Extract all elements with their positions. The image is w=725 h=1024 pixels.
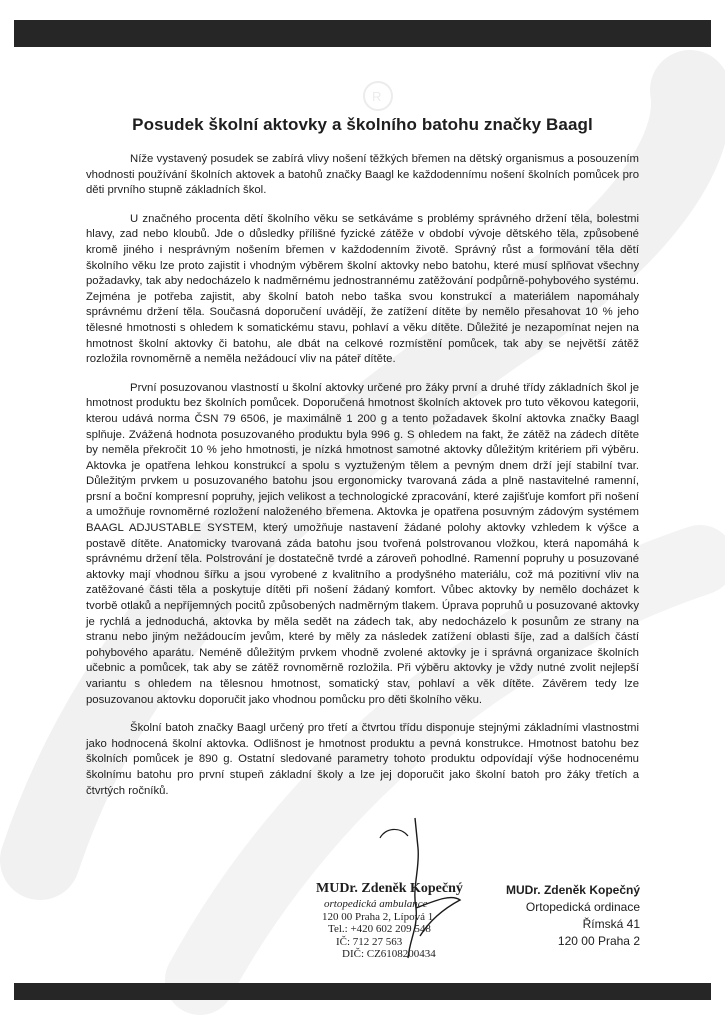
bottom-border-bar: [14, 983, 711, 1000]
paragraph-posture: U značného procenta dětí školního věku se setkáváme s problémy správného držení těla, bolestmi hlavy, zad nebo kloubů. Jde o důsledky přílišné fyzické zátěže v období vývoje dětského těla, způsobené kromě jiného i nesprávným nošením břemen v každodenním životě. Správný růst a formování těla dětí školního věku lze proto zajistit i vhodným výběrem školní aktovky nebo batohu, které musí splňovat všechny požadavky, tak aby nedocházelo k nadměrnému jednostrannému zatěžování podpůrně-pohybového systému. Zejména je potřeba zajistit, aby školní batoh nebo taška svou konstrukcí a materiálem napomáhaly správnému držení těla. Současná doporučení uvádějí, že zatížení dítěte by nemělo přesahovat 10 % jeho tělesné hmotnosti s ohledem k somatickému stavu, pohlaví a věku dítěte. Důležité je nezapomínat nejen na hmotnost školní aktovky či batohu, ale dbát na celkové rozmístění pomůcek, tak aby se největší zátěž rozložila rovnoměrně a neměla nežádoucí vliv na páteř dítěte.: [86, 212, 639, 366]
stamp-clinic: ortopedická ambulance: [324, 898, 428, 910]
paragraph-intro: Níže vystavený posudek se zabírá vlivy nošení těžkých břemen na dětský organismus a posouzením vhodnosti používání školních aktovek a batohů značky Baagl ke každodennímu nošení školních pomůcek pro děti prvního stupně základních škol.: [86, 153, 639, 197]
svg-text:R: R: [372, 89, 382, 104]
stamp-dic: DIČ: CZ6108200434: [342, 948, 436, 961]
paragraph-aktovka-evaluation: První posuzovanou vlastností u školní aktovky určené pro žáky první a druhé třídy základních škol je hmotnost produktu bez školních pomůcek. Doporučená hmotnost školních aktovek pro tuto věkovou kategorii, kterou udává norma ČSN 79 6506, je maximálně 1 200 g a tento požadavek školní aktovka značky Baagl splňuje. Zvážená hodnota posuzovaného produktu byla 996 g. S ohledem na fakt, že zátěž na zádech dítěte by neměla překročit 10 % jeho hmotnosti, je nízká hmotnost samotné aktovky důležitým kritériem při výběru. Aktovka je opatřena lehkou konstrukcí a spolu s vyztuženým tělem a pevným dnem drží její stabilní tvar. Důležitým prvkem u posuzovaného batohu jsou ergonomicky tvarovaná záda a plně nastavitelné ramenní, prsní a boční kompresní popruhy, jejich velikost a technologické zpracování, které zajišťuje komfort při nošení a umožňuje rovnoměrné rozložení naloženého břemena. Aktovka je opatřena posuvným zádovým systémem BAAGL ADJUSTABLE SYSTEM, který umožňuje nastavení žádané polohy aktovky vzhledem k výšce a postavě dítěte. Anatomicky tvarovaná záda batohu jsou tvořená polstrovanou vložkou, která napomáhá k správnému držení těla. Polstrování je dostatečně tvrdé a zároveň pohodlné. Ramenní popruhy u posuzované aktovky mají vhodnou šířku a jsou vyrobené z kvalitního a prodyšného materiálu, což má pozitivní vliv na zatěžované části těla a poskytuje dítěti při nošení žádaný komfort. Vůbec aktovky by nemělo docházet k tvorbě otlaků a nepříjemných pocitů způsobených nadměrným tlakem. Úprava popruhů u posuzované aktovky je rychlá a jednoduchá, aktovka by měla sedět na zádech tak, aby nedocházelo k posunům ze strany na stranu nebo jiným nežádoucím jevům, které by měly za následek zatížení oblasti šíje, zad a dalších částí pohybového aparátu. Neméně důležitým prvkem vhodně zvolené aktovky je i správná organizace školních učebnic a pomůcek, tak aby se zátěž rovnoměrně rozložila. Při výběru aktovky je vždy nutné zvolit nejlepší variantu s ohledem na tělesnou hmotnost, somatický stav, pohlaví a věk dítěte. Závěrem tedy lze posuzovanou aktovku doporučit jako vhodnou pomůcku pro děti školního věku.: [86, 381, 639, 706]
stamp-phone: Tel.: +420 602 209 548: [328, 923, 431, 936]
signature-street: Římská 41: [582, 917, 640, 931]
signature-block: [500, 882, 640, 950]
doctor-stamp: [316, 880, 506, 961]
stamp-doctor-name: MUDr. Zdeněk Kopečný: [316, 881, 463, 896]
signature-doctor-name: MUDr. Zdeněk Kopečný: [505, 883, 640, 897]
document-body: [86, 152, 639, 812]
paragraph-batoh-evaluation: Školní batoh značky Baagl určený pro třetí a čtvrtou třídu disponuje stejnými základními vlastnostmi jako hodnocená školní aktovka. Odlišnost je hmotnost produktu a pevná konstrukce. Hmotnost batohu bez školních pomůcek je 890 g. Ostatní sledované parametry tohoto produktu odpovídají výše hodnocenému školnímu batohu pro první stupeň základní školy a lze jej doporučit jako školní batoh pro žáky třetích a čtvrtých ročníků.: [86, 722, 639, 797]
stamp-address: 120 00 Praha 2, Lípová 1: [322, 910, 434, 923]
top-border-bar: [14, 20, 711, 47]
stamp-ic: IČ: 712 27 563: [336, 935, 403, 948]
document-title: Posudek školní aktovky a školního batohu značky Baagl: [132, 115, 593, 134]
signature-city: 120 00 Praha 2: [557, 934, 640, 948]
signature-clinic: Ortopedická ordinace: [525, 900, 640, 914]
